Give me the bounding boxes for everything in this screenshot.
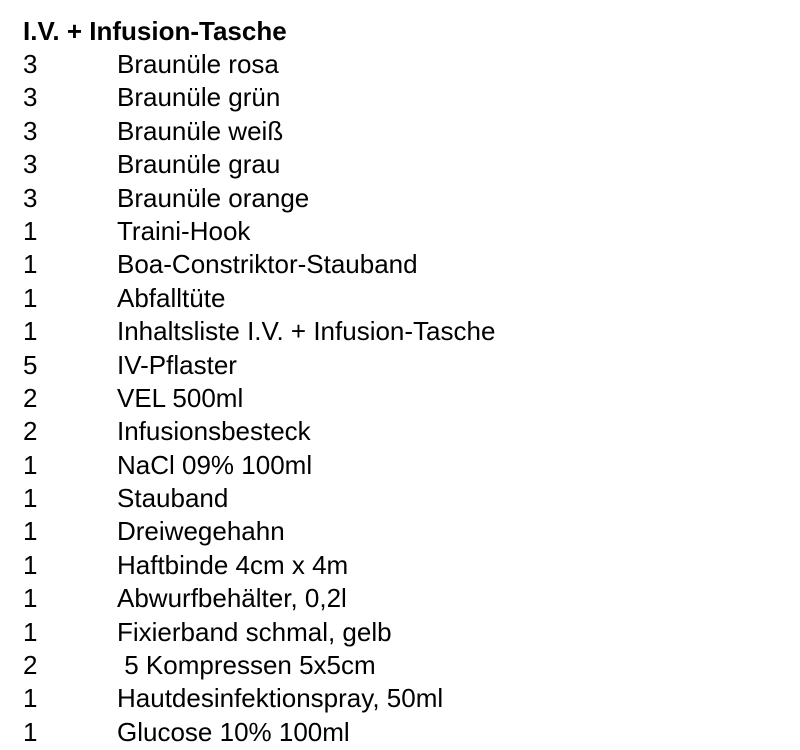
item-name: Infusionsbesteck: [117, 416, 311, 447]
list-item: [23, 215, 783, 248]
item-name: Braunüle grün: [117, 82, 281, 113]
list-item: [23, 315, 783, 348]
list-item: [23, 616, 783, 649]
list-item: [23, 115, 783, 148]
item-name: Stauband: [117, 483, 229, 514]
list-item: [23, 148, 783, 181]
item-quantity: 2: [23, 382, 38, 413]
list-item: [23, 549, 783, 582]
item-name: IV-Pflaster: [117, 349, 237, 380]
list-item: [23, 48, 783, 81]
list-item: [23, 716, 783, 749]
list-item: [23, 582, 783, 615]
item-name: Braunüle grau: [117, 149, 281, 180]
item-quantity: 1: [23, 249, 38, 280]
item-quantity: 2: [23, 416, 38, 447]
item-quantity: 1: [23, 616, 38, 647]
item-quantity: 1: [23, 549, 38, 580]
item-quantity: 3: [23, 49, 38, 79]
list-item: [23, 682, 783, 715]
item-quantity: 1: [23, 716, 38, 747]
item-quantity: 1: [23, 516, 38, 547]
list-item: [23, 248, 783, 281]
document-title: I.V. + Infusion-Tasche: [23, 16, 287, 46]
list-item: [23, 81, 783, 114]
item-name: Hautdesinfektionspray, 50ml: [117, 683, 444, 714]
item-name: Inhaltsliste I.V. + Infusion-Tasche: [117, 316, 496, 347]
item-quantity: 1: [23, 683, 38, 714]
item-name: Abfalltüte: [117, 282, 226, 313]
item-quantity: 1: [23, 449, 38, 480]
item-name: Braunüle weiß: [117, 115, 284, 146]
item-name: 5 Kompressen 5x5cm: [117, 650, 376, 681]
item-name: Braunüle rosa: [117, 49, 279, 79]
list-item: [23, 415, 783, 448]
item-quantity: 3: [23, 182, 38, 213]
item-quantity: 1: [23, 215, 38, 246]
item-quantity: 1: [23, 282, 38, 313]
list-item: [23, 449, 783, 482]
item-quantity: 1: [23, 483, 38, 514]
item-name: Haftbinde 4cm x 4m: [117, 549, 349, 580]
item-quantity: 3: [23, 115, 38, 146]
item-quantity: 5: [23, 349, 38, 380]
item-name: Abwurfbehälter, 0,2l: [117, 583, 347, 614]
item-name: Boa-Constriktor-Stauband: [117, 249, 418, 280]
item-name: Glucose 10% 100ml: [117, 716, 350, 747]
item-name: Braunüle orange: [117, 182, 310, 213]
list-item: [23, 282, 783, 315]
item-quantity: 3: [23, 82, 38, 113]
item-name: Fixierband schmal, gelb: [117, 616, 392, 647]
item-name: NaCl 09% 100ml: [117, 449, 313, 480]
list-item: [23, 349, 783, 382]
item-name: VEL 500ml: [117, 382, 244, 413]
item-quantity: 3: [23, 149, 38, 180]
list-item: [23, 515, 783, 548]
list-item: [23, 482, 783, 515]
list-item: [23, 649, 783, 682]
item-quantity: 1: [23, 583, 38, 614]
item-list: [23, 48, 783, 749]
item-quantity: 2: [23, 650, 38, 681]
item-name: Traini-Hook: [117, 215, 251, 246]
list-item: [23, 182, 783, 215]
item-quantity: 1: [23, 316, 38, 347]
document: [23, 14, 783, 749]
item-name: Dreiwegehahn: [117, 516, 285, 547]
list-item: [23, 382, 783, 415]
